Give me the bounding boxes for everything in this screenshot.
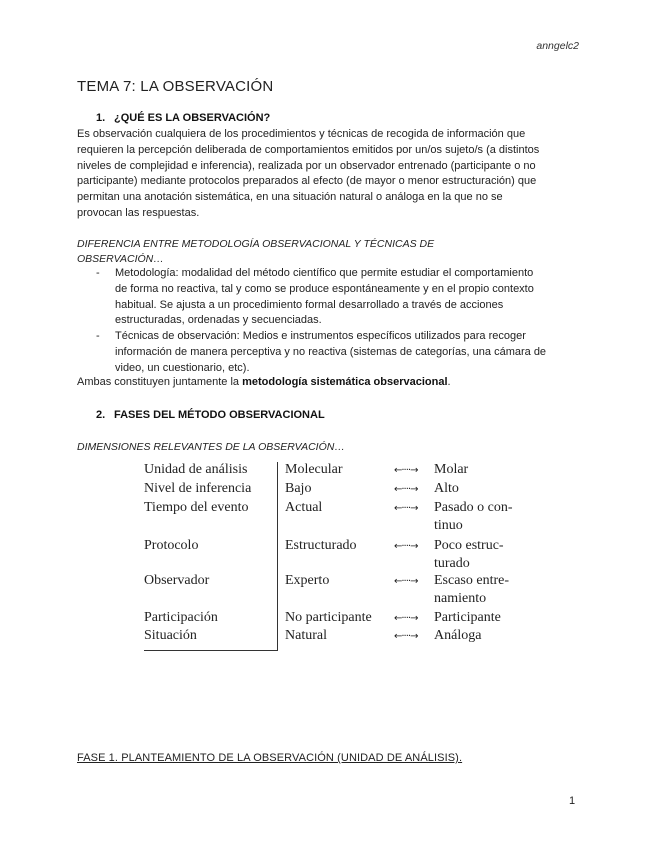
section2-heading <box>96 409 325 421</box>
section1-number: 1. <box>96 112 106 124</box>
list-dash: - <box>96 267 100 279</box>
double-arrow-icon: ←····→ <box>394 613 418 624</box>
caption-line: DIFERENCIA ENTRE METODOLOGÍA OBSERVACIONAL Y TÉCNICAS DE <box>77 238 435 250</box>
dimension-label: Participación <box>144 610 218 625</box>
list-item-techniques <box>77 329 582 376</box>
dimension-left-pole: Estructurado <box>285 538 357 553</box>
dimension-left-pole: Actual <box>285 500 323 515</box>
dimension-right-pole: Poco estruc- <box>434 538 504 553</box>
section1-title: ¿QUÉ ES LA OBSERVACIÓN? <box>114 112 271 124</box>
dimension-label: Observador <box>144 573 210 588</box>
dimension-right-pole: Molar <box>434 462 469 477</box>
section2-title: FASES DEL MÉTODO OBSERVACIONAL <box>114 409 325 421</box>
dimension-left-pole: Bajo <box>285 481 312 496</box>
summary-bold: metodología sistemática observacional <box>242 376 448 388</box>
summary-sentence <box>77 376 451 388</box>
summary-end: . <box>447 376 451 388</box>
dimension-right-pole: Análoga <box>434 628 482 643</box>
author-header: anngelc2 <box>536 40 579 52</box>
paragraph-line: permitan una anotación sistemática, en una situación natural o análoga en la que no se <box>77 191 503 204</box>
caption-line: OBSERVACIÓN… <box>77 252 164 265</box>
dimension-right-pole: Pasado o con- <box>434 500 513 515</box>
paragraph-line: provocan las respuestas. <box>77 206 200 219</box>
dimensions-figure <box>144 460 514 655</box>
list-line: video, un cuestionario, etc). <box>115 361 250 374</box>
double-arrow-icon: ←····→ <box>394 484 418 495</box>
dimension-label: Situación <box>144 628 197 643</box>
figure-divider-vertical <box>277 462 278 650</box>
difference-list <box>77 266 582 377</box>
list-line: Técnicas de observación: Medios e instrumentos específicos utilizados para recoger <box>115 330 526 343</box>
dimension-label: Protocolo <box>144 538 199 553</box>
paragraph-line: niveles de complejidad e inferencia), realizada por un observador entrenado (participante o no <box>77 159 536 172</box>
double-arrow-icon: ←····→ <box>394 465 418 476</box>
section2-number: 2. <box>96 409 106 421</box>
dimension-right-pole: Participante <box>434 610 501 625</box>
list-line: estructuradas, ordenadas y secuenciadas. <box>115 314 322 327</box>
dimension-label: Tiempo del evento <box>144 500 249 515</box>
dimension-left-pole: Natural <box>285 628 327 643</box>
dimension-label: Nivel de inferencia <box>144 481 252 496</box>
dimension-label: Unidad de análisis <box>144 462 248 477</box>
list-item-methodology <box>77 266 582 329</box>
dimension-left-pole: Experto <box>285 573 330 588</box>
double-arrow-icon: ←····→ <box>394 541 418 552</box>
dimension-right-pole: Escaso entre- <box>434 573 510 588</box>
difference-caption <box>77 237 497 266</box>
dimension-left-pole: No participante <box>285 610 372 625</box>
dimensions-caption: DIMENSIONES RELEVANTES DE LA OBSERVACIÓN… <box>77 441 345 453</box>
double-arrow-icon: ←····→ <box>394 631 418 642</box>
list-line: de forma no reactiva, tal y como se produce espontáneamente y en el propio contexto <box>115 282 534 295</box>
section1-paragraph <box>77 127 582 222</box>
list-dash: - <box>96 330 100 343</box>
section1-heading <box>96 112 270 124</box>
page-title: TEMA 7: LA OBSERVACIÓN <box>77 78 274 95</box>
paragraph-line: participante) mediante protocolos preparados al efecto (de mayor o menor estructuración) que <box>77 175 537 188</box>
dimension-right-pole-cont: namiento <box>434 591 487 606</box>
paragraph-line: requieren la percepción deliberada de comportamientos emitidos por un/os sujeto/s (a distintos <box>77 143 540 156</box>
figure-divider-bottom <box>144 650 278 651</box>
fase1-heading: FASE 1. PLANTEAMIENTO DE LA OBSERVACIÓN (UNIDAD DE ANÁLISIS). <box>77 752 463 764</box>
summary-text: Ambas constituyen juntamente la <box>77 376 243 388</box>
double-arrow-icon: ←····→ <box>394 576 418 587</box>
list-line: Metodología: modalidad del método científico que permite estudiar el comportamiento <box>115 267 534 279</box>
double-arrow-icon: ←····→ <box>394 503 418 514</box>
dimension-right-pole-cont: turado <box>434 556 470 571</box>
list-line: información de manera perceptiva y no reactiva (sistemas de categorías, una cámara de <box>115 345 547 358</box>
dimension-right-pole-cont: tinuo <box>434 518 463 533</box>
list-line: habitual. Se ajusta a un procedimiento formal desarrollado a través de acciones <box>115 298 504 311</box>
paragraph-line: Es observación cualquiera de los procedimientos y técnicas de recogida de información que <box>77 128 526 140</box>
dimension-right-pole: Alto <box>434 481 459 496</box>
dimension-left-pole: Molecular <box>285 462 343 477</box>
page-number: 1 <box>569 795 576 807</box>
